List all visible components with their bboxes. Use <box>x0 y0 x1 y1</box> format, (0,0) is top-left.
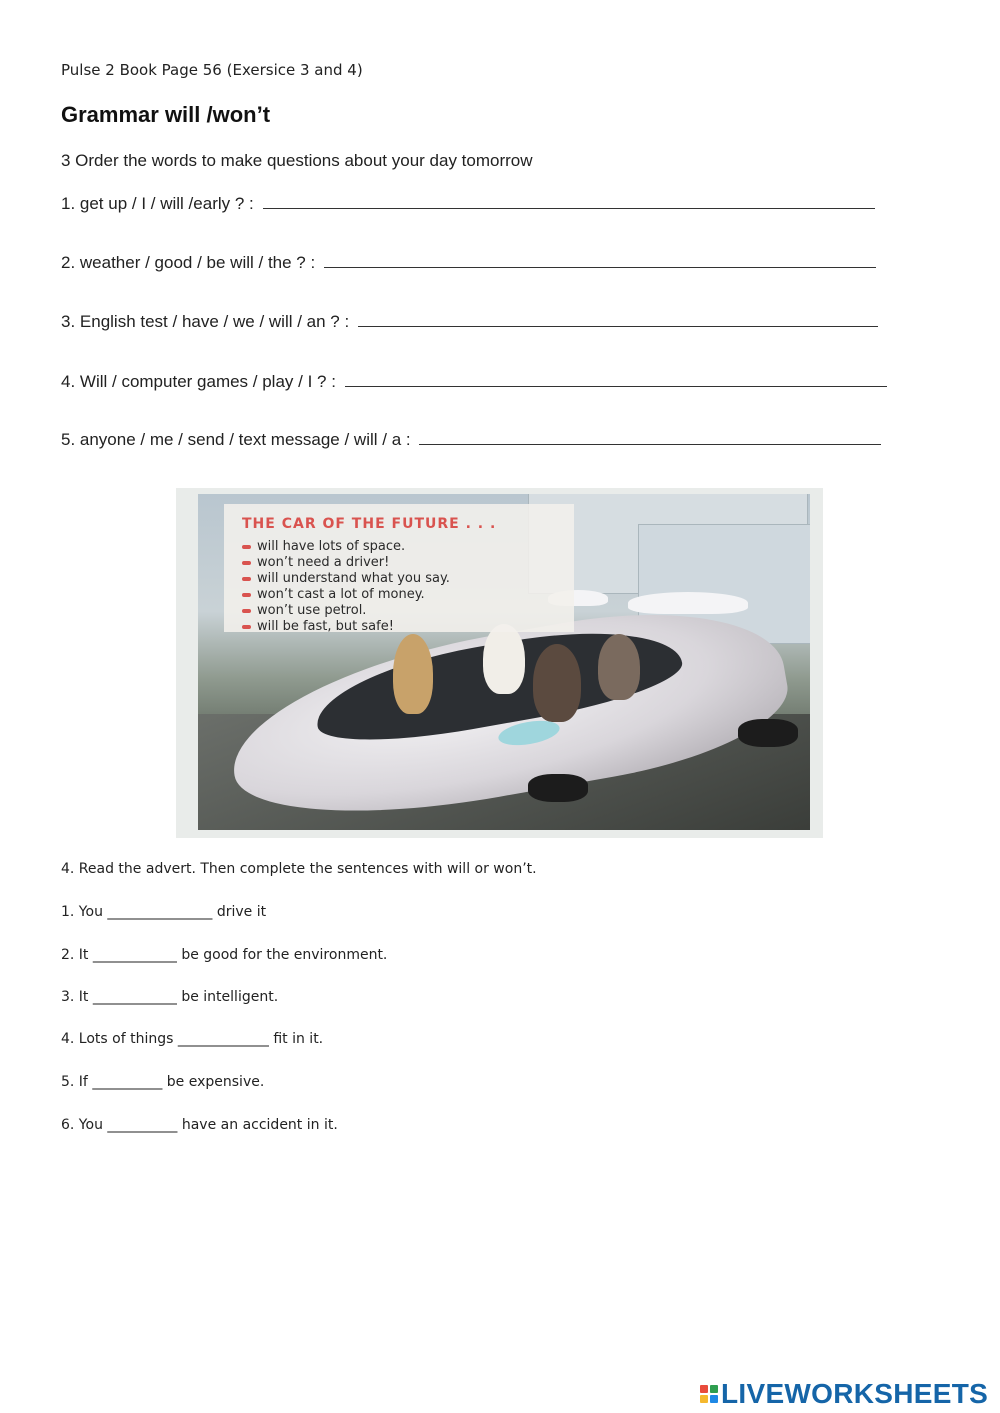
question-1 <box>61 193 875 214</box>
logo-square-red <box>700 1385 708 1393</box>
sentence-2 <box>61 947 387 963</box>
answer-blank <box>419 429 881 445</box>
advert-item: will understand what you say. <box>242 571 450 586</box>
sentence-4 <box>61 1031 323 1047</box>
sentence-end: be good for the environment. <box>181 947 388 963</box>
bullet-icon <box>242 545 251 549</box>
answer-blank <box>345 371 887 387</box>
answer-blank <box>324 252 876 268</box>
sentence-start: 5. If <box>61 1074 88 1090</box>
sentence-end: fit in it. <box>273 1031 324 1047</box>
fill-blank: __________ <box>92 1074 163 1090</box>
sentence-start: 1. You <box>61 904 103 920</box>
wheel <box>738 719 798 747</box>
advert-text-box <box>224 504 574 632</box>
passenger <box>598 634 640 700</box>
sentence-start: 4. Lots of things <box>61 1031 174 1047</box>
fill-blank: ____________ <box>92 989 177 1005</box>
fill-blank: _______________ <box>107 904 213 920</box>
answer-blank <box>358 311 878 327</box>
sentence-6 <box>61 1117 338 1133</box>
advert-item: won’t need a driver! <box>242 555 389 570</box>
advert-item: will be fast, but safe! <box>242 619 394 634</box>
fill-blank: __________ <box>107 1117 178 1133</box>
question-2 <box>61 252 876 273</box>
question-text: 1. get up / I / will /early ? : <box>61 194 254 213</box>
advert-item: won’t use petrol. <box>242 603 366 618</box>
fill-blank: ____________ <box>92 947 177 963</box>
header-line: Pulse 2 Book Page 56 (Exersice 3 and 4) <box>61 61 363 79</box>
question-text: 3. English test / have / we / will / an ? : <box>61 312 350 331</box>
sentence-end: drive it <box>216 904 267 920</box>
passenger <box>483 624 525 694</box>
car-advert-image <box>176 488 823 838</box>
sentence-end: be intelligent. <box>181 989 279 1005</box>
fill-blank: _____________ <box>177 1031 269 1047</box>
sentence-end: have an accident in it. <box>181 1117 338 1133</box>
question-text: 5. anyone / me / send / text message / will / a : <box>61 430 411 449</box>
liveworksheets-logo[interactable] <box>700 1378 988 1410</box>
page-title: Grammar will /won’t <box>61 102 271 127</box>
sentence-3 <box>61 989 278 1005</box>
bullet-icon <box>242 625 251 629</box>
question-text: 4. Will / computer games / play / I ? : <box>61 372 336 391</box>
sentence-5 <box>61 1074 264 1090</box>
logo-square-blue <box>710 1395 718 1403</box>
advert-item: won’t cast a lot of money. <box>242 587 425 602</box>
wheel <box>528 774 588 802</box>
passenger <box>393 634 433 714</box>
sentence-end: be expensive. <box>166 1074 265 1090</box>
bullet-icon <box>242 561 251 565</box>
passenger <box>533 644 581 722</box>
logo-square-green <box>710 1385 718 1393</box>
logo-square-yellow <box>700 1395 708 1403</box>
question-4 <box>61 371 887 392</box>
advert-title: THE CAR OF THE FUTURE . . . <box>242 516 497 532</box>
bullet-icon <box>242 593 251 597</box>
sentence-start: 2. It <box>61 947 89 963</box>
advert-item: will have lots of space. <box>242 539 405 554</box>
question-3 <box>61 311 878 332</box>
futuristic-city-scene <box>198 494 810 830</box>
answer-blank <box>263 193 875 209</box>
logo-text: LIVEWORKSHEETS <box>721 1378 989 1409</box>
question-text: 2. weather / good / be will / the ? : <box>61 253 316 272</box>
question-5 <box>61 429 881 450</box>
exercise3-instruction: 3 Order the words to make questions about your day tomorrow <box>61 151 533 170</box>
sentence-start: 3. It <box>61 989 89 1005</box>
exercise4-instruction: 4. Read the advert. Then complete the sentences with will or won’t. <box>61 861 537 877</box>
sentence-1 <box>61 904 266 920</box>
liveworksheets-logo-icon <box>700 1385 718 1403</box>
background-car <box>628 592 748 614</box>
bullet-icon <box>242 609 251 613</box>
sentence-start: 6. You <box>61 1117 103 1133</box>
bullet-icon <box>242 577 251 581</box>
